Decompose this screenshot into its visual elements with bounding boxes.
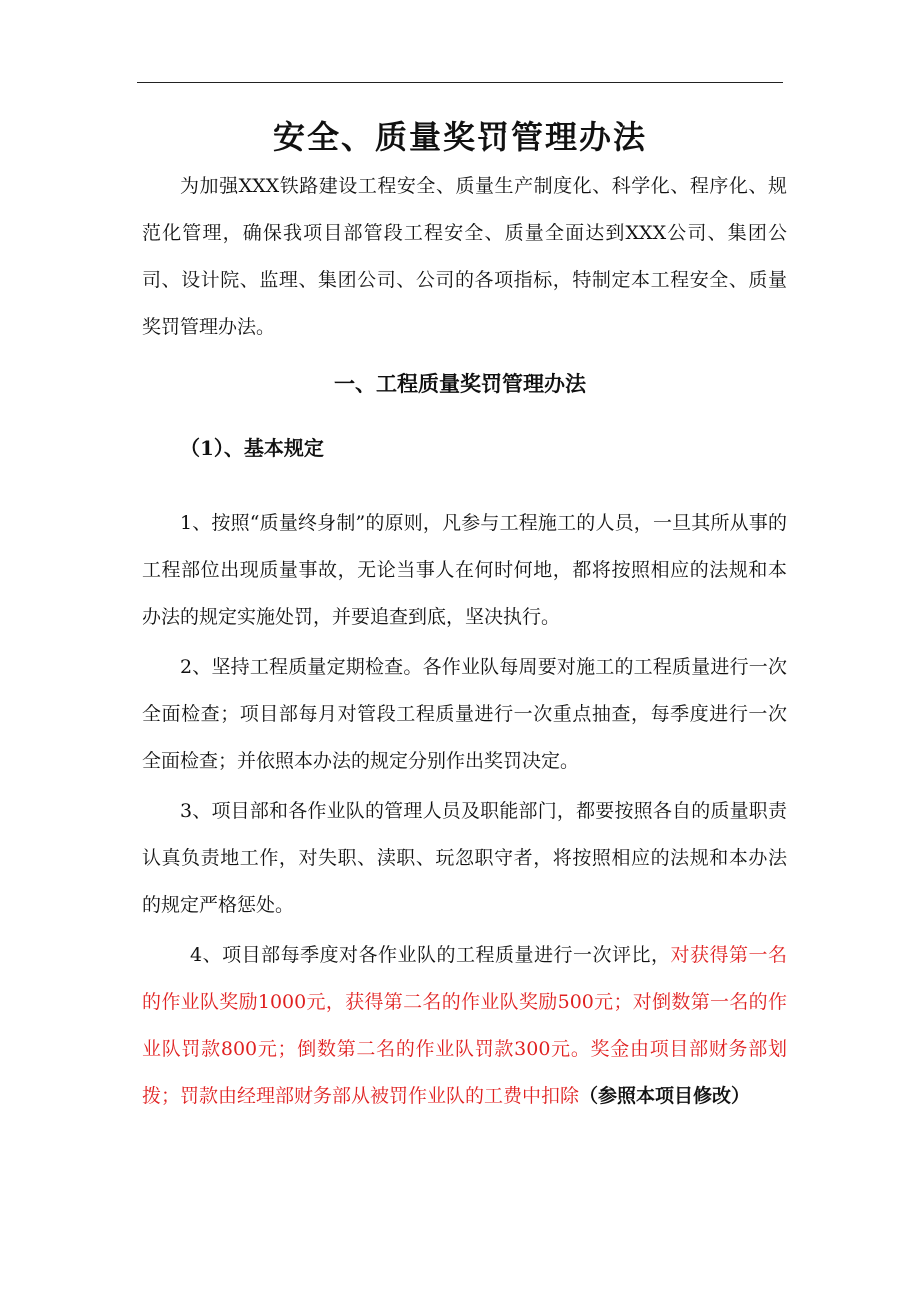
section-heading: 一、工程质量奖罚管理办法 bbox=[334, 371, 586, 396]
rule-item-3: 3、项目部和各作业队的管理人员及职能部门，都要按照各自的质量职责认真负责地工作，对失职、渎职、玩忽职守者，将按照相应的法规和本办法的规定严格惩处。 bbox=[142, 800, 787, 916]
header-rule bbox=[137, 82, 783, 83]
document-title: 安全、质量奖罚管理办法 bbox=[272, 118, 647, 156]
reward-penalty-highlight: 对获得第一名的作业队奖励1000元，获得第二名的作业队奖励500元；对倒数第一名的作业队罚款800元；倒数第二名的作业队罚款300元。奖金由项目部财务部划拨；罚款由经理部财务部从被罚作业队的工费中扣除 bbox=[142, 944, 787, 1107]
rule-item-4-text: 4、项目部每季度对各作业队的工程质量进行一次评比， bbox=[190, 944, 671, 966]
rule-item-2: 2、坚持工程质量定期检查。各作业队每周要对施工的工程质量进行一次全面检查；项目部每月对管段工程质量进行一次重点抽查，每季度进行一次全面检查；并依照本办法的规定分别作出奖罚决定。 bbox=[142, 656, 787, 772]
intro-paragraph: 为加强XXX铁路建设工程安全、质量生产制度化、科学化、程序化、规范化管理，确保我项目部管段工程安全、质量全面达到XXX公司、集团公司、设计院、监理、集团公司、公司的各项指标，特制定本工程安全、质量奖罚管理办法。 bbox=[142, 175, 787, 338]
modification-note: （参照本项目修改） bbox=[579, 1085, 751, 1107]
subsection-heading: （1）、基本规定 bbox=[180, 436, 324, 460]
rule-item-4 bbox=[142, 932, 787, 1120]
rule-item-1: 1、按照“质量终身制”的原则，凡参与工程施工的人员，一旦其所从事的工程部位出现质量事故，无论当事人在何时何地，都将按照相应的法规和本办法的规定实施处罚，并要追查到底，坚决执行。 bbox=[142, 512, 787, 628]
